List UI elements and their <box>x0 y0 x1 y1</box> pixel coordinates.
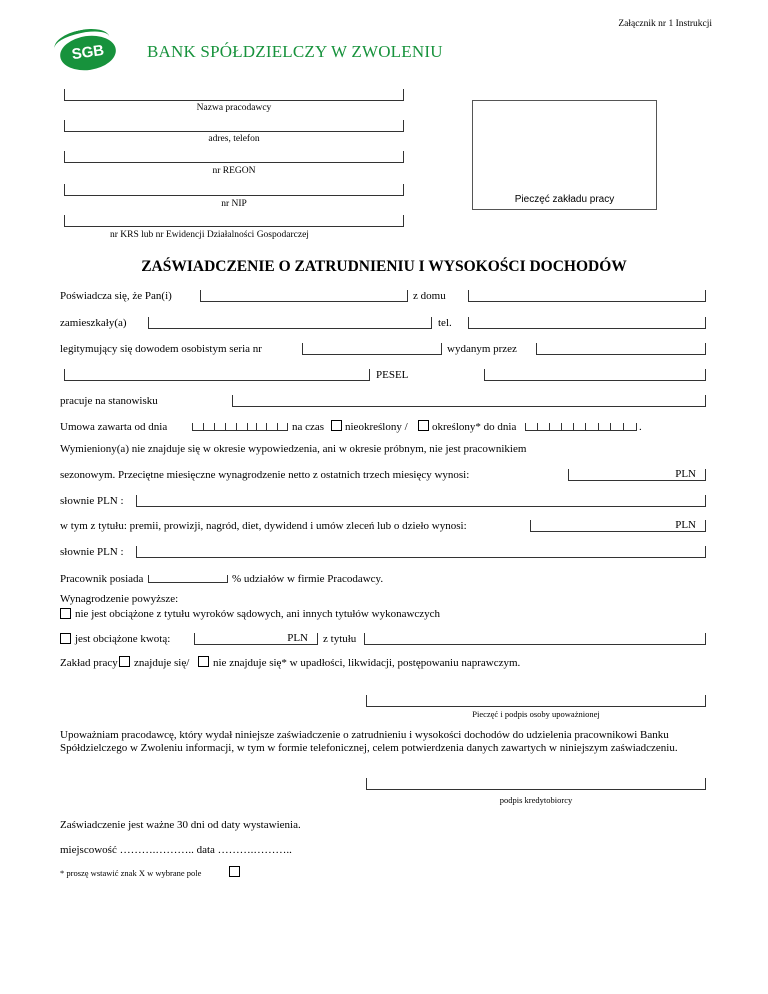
contract-period-end: . <box>639 421 642 433</box>
residence-field[interactable] <box>148 316 432 329</box>
employer-krs-field[interactable] <box>64 214 404 227</box>
bonuses-words-label: słownie PLN : <box>60 546 124 558</box>
issued-by-label: wydanym przez <box>447 343 517 355</box>
document-title: ZAŚWIADCZENIE O ZATRUDNIENIU I WYSOKOŚCI DOCHODÓW <box>141 258 627 275</box>
company-bankrupt-label: nie znajduje się* w upadłości, likwidacji, postępowaniu naprawczym. <box>213 657 521 669</box>
pesel-field[interactable] <box>484 368 706 381</box>
footnote-sample-checkbox <box>229 866 240 877</box>
employer-nip-label: nr NIP <box>221 199 247 209</box>
employer-nip-field[interactable] <box>64 183 404 196</box>
position-field[interactable] <box>232 394 706 407</box>
bonuses-words-field[interactable] <box>136 545 706 558</box>
contract-fixed-label: na czas <box>292 421 325 433</box>
official-signature-field[interactable] <box>366 694 706 707</box>
validity-note: Zaświadczenie jest ważne 30 dni od daty wystawienia. <box>60 819 301 831</box>
logo-text: SGB <box>58 32 118 73</box>
footnote: * proszę wstawić znak X w wybrane pole <box>60 868 202 878</box>
employer-regon-field[interactable] <box>64 150 404 163</box>
annex-note: Załącznik nr 1 Instrukcji <box>618 19 712 29</box>
company-bankrupt-checkbox[interactable] <box>198 656 209 667</box>
bank-name: BANK SPÓŁDZIELCZY W ZWOLENIU <box>147 42 443 61</box>
employer-stamp-box[interactable] <box>472 100 657 210</box>
salary-notice-line1: Wymieniony(a) nie znajduje się w okresie wypowiedzenia, ani w okresie próbnym, nie jest pracownikiem <box>60 443 527 455</box>
id-number-field[interactable] <box>302 342 442 355</box>
phone-field[interactable] <box>468 316 706 329</box>
position-label: pracuje na stanowisku <box>60 395 158 407</box>
employer-regon-label: nr REGON <box>212 166 256 176</box>
pesel-preceding-field[interactable] <box>64 368 370 381</box>
net-salary-field[interactable] <box>568 468 706 481</box>
authorization-line1: Upoważniam pracodawcę, który wydał niniejsze zaświadczenie o zatrudnieniu i wysokości dochodów do udzielenia pracownikowi Banku <box>60 729 669 741</box>
shares-percent-field[interactable] <box>148 572 228 583</box>
shares-label: Pracownik posiada <box>60 573 144 585</box>
bonuses-currency: PLN <box>675 519 696 531</box>
contract-start-date-field[interactable] <box>192 420 288 431</box>
no-deductions-checkbox[interactable] <box>60 608 71 619</box>
company-status-label: Zakład pracy <box>60 657 118 669</box>
contract-from-label: Umowa zawarta od dnia <box>60 421 168 433</box>
employer-address-field[interactable] <box>64 119 404 132</box>
indefinite-label: nieokreślony / <box>345 421 408 433</box>
employer-name-label: Nazwa pracodawcy <box>196 103 272 113</box>
salary-words-label: słownie PLN : <box>60 495 124 507</box>
bonuses-label: w tym z tytułu: premii, prowizji, nagród, diet, dywidend i umów zleceń lub o dzieło wynosi: <box>60 520 467 532</box>
deductions-amount-checkbox[interactable] <box>60 633 71 644</box>
shares-suffix: % udziałów w firmie Pracodawcy. <box>232 573 384 585</box>
certify-label: Poświadcza się, że Pan(i) <box>60 290 172 302</box>
employer-address-label: adres, telefon <box>208 134 260 144</box>
company-ok-checkbox[interactable] <box>119 656 130 667</box>
official-signature-label: Pieczęć i podpis osoby upoważnionej <box>472 709 600 719</box>
borrower-signature-field[interactable] <box>366 777 706 790</box>
borrower-signature-label: podpis kredytobiorcy <box>499 795 573 805</box>
deductions-header: Wynagrodzenie powyższe: <box>60 593 179 605</box>
contract-end-date-field[interactable] <box>525 420 637 431</box>
phone-label: tel. <box>438 317 452 329</box>
authorization-line2: Spółdzielczego w Zwoleniu informacji, w tym w formie telefonicznej, celem potwierdzenia danych zawartych w niniejszym zaświadczeniu. <box>60 742 678 754</box>
id-label: legitymujący się dowodem osobistym seria nr <box>60 343 262 355</box>
definite-checkbox[interactable] <box>418 420 429 431</box>
bonuses-amount-field[interactable] <box>530 519 706 532</box>
deductions-title-field[interactable] <box>364 632 706 645</box>
pesel-label: PESEL <box>376 369 409 381</box>
indefinite-checkbox[interactable] <box>331 420 342 431</box>
deductions-amount-field[interactable] <box>194 632 318 645</box>
salary-words-field[interactable] <box>136 494 706 507</box>
deductions-amount-label: jest obciążone kwotą: <box>75 633 171 645</box>
employer-stamp-label: Pieczęć zakładu pracy <box>514 194 615 205</box>
employer-name-field[interactable] <box>64 88 404 101</box>
employer-krs-label: nr KRS lub nr Ewidencji Działalności Gospodarczej <box>110 230 309 240</box>
deductions-currency: PLN <box>287 632 308 644</box>
salary-notice-line2: sezonowym. Przeciętne miesięczne wynagrodzenie netto z ostatnich trzech miesięcy wynosi: <box>60 469 470 481</box>
residence-label: zamieszkały(a) <box>60 317 127 329</box>
maiden-name-field[interactable] <box>468 289 706 302</box>
issued-by-field[interactable] <box>536 342 706 355</box>
definite-label: określony* do dnia <box>432 421 517 433</box>
net-salary-currency: PLN <box>675 468 696 480</box>
maiden-name-label: z domu <box>413 290 446 302</box>
company-ok-label: znajduje się/ <box>134 657 190 669</box>
place-date-line[interactable]: miejscowość ……….……….. data ……….……….. <box>60 844 292 856</box>
full-name-field[interactable] <box>200 289 408 302</box>
deductions-title-label: z tytułu <box>323 633 357 645</box>
no-deductions-label: nie jest obciążone z tytułu wyroków sądowych, ani innych tytułów wykonawczych <box>75 608 441 620</box>
